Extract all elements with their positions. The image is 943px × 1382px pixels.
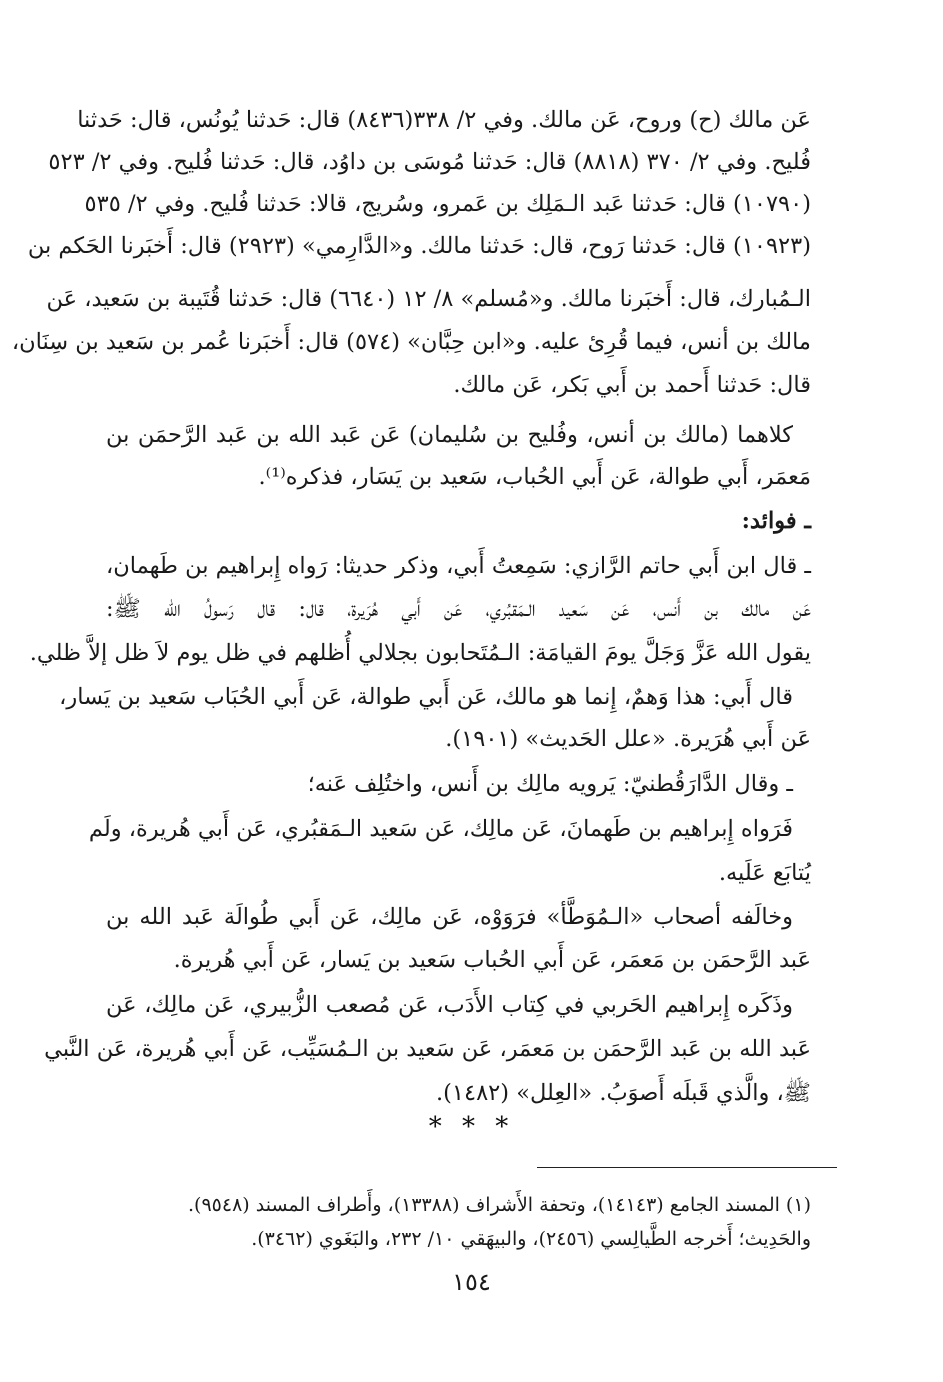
body-line: عَن مالك بن أَنس، عَن سَعيد الـمَقبُري، عَن أَبي هُرَيرة، قال: قال رَسولُ الله ﷺ: (106, 596, 811, 622)
body-line: مَعمَر، أَبي طوالة، عَن أَبي الحُباب، سَعيد بن يَسَار، فذكره⁽¹⁾. (258, 464, 811, 490)
body-line: يقول الله عَزَّ وَجَلَّ يومَ القيامَة: الـمُتَحابون بجلالي أُظلهم في ظل يوم لاَ ظل إلاَّ ظلي. (29, 640, 811, 666)
body-line: كلاهما (مالك بن أنس، وفُليح بن سُليمان) عَن عَبد الله بن عَبد الرَّحمَن بن (106, 422, 793, 448)
body-line: ﷺ، والَّذي قَبلَه أَصوَبُ. «العِلل» (١٤٨٢). (435, 1080, 811, 1106)
section-heading: ـ فوائد: (741, 508, 811, 534)
body-line: الـمُبارك، قال: أَخبَرنا مالك. و«مُسلم» ٨/ ١٢ (٦٦٤٠) قال: حَدثنا قُتَيبة بن سَعيد، عَن (46, 286, 811, 312)
body-line: وذَكَره إِبراهيم الحَربي في كِتاب الأَدَب، عَن مُصعب الزُّبيري، عَن مالِك، عَن (106, 992, 793, 1018)
body-line: مالك بن أنس، فيما قُرِئ عليه. و«ابن حِبَّان» (٥٧٤) قال: أَخبَرنا عُمر بن سَعيد بن سِنَان، (11, 329, 811, 355)
body-line: عَن أَبي هُرَيرة. «علل الحَديث» (١٩٠١). (445, 726, 811, 752)
body-line: (١٠٧٩٠) قال: حَدثنا عَبد الـمَلِك بن عَمرو، وسُريج، قالا: حَدثنا فُليح. وفي ٢/ ٥٣٥ (84, 191, 811, 217)
body-line: يُتابَع عَلَيه. (718, 860, 811, 886)
footnote-line: والحَدِيث؛ أَخرجه الطَّيالِسي (٢٤٥٦)، والبيهَقي ١٠/ ٢٣٢، والبَغَوي (٣٤٦٢). (251, 1228, 811, 1250)
section-separator: * * * (428, 1112, 515, 1142)
body-line: (١٠٩٢٣) قال: حَدثنا رَوح، قال: حَدثنا مالك. و«الدَّارِمي» (٢٩٢٣) قال: أَخبَرنا الحَكم بن (27, 233, 811, 259)
body-line: عَن مالك (ح) وروح، عَن مالك. وفي ٢/ ٣٣٨(٨٤٣٦) قال: حَدثنا يُونُس، قال: حَدثنا (77, 107, 811, 133)
body-line: عَبد الرَّحمَن بن مَعمَر، عَن أَبي الحُباب سَعيد بن يَسار، عَن أَبي هُريرة. (173, 947, 811, 973)
body-line: قال: حَدثنا أَحمد بن أَبي بَكر، عَن مالك. (453, 372, 811, 398)
footnote-divider (537, 1167, 837, 1168)
body-line: وخالَفه أصحاب «الـمُوَطَّأ» فرَوَوْه، عَن مالِك، عَن أَبي طُوالَة عَبد الله بن (106, 904, 793, 930)
body-line: قال أَبي: هذا وَهمٌ، إِنما هو مالك، عَن أَبي طوالة، عَن أَبي الحُبَاب سَعيد بن يَسار، (59, 684, 793, 710)
body-line: فَرَواه إِبراهيم بن طَهمانَ، عَن مالِك، عَن سَعيد الـمَقبُري، عَن أَبي هُريرة، ولَم (88, 816, 793, 842)
body-line: فُليح. وفي ٢/ ٣٧٠ (٨٨١٨) قال: حَدثنا مُوسَى بن داوُد، قال: حَدثنا فُليح. وفي ٢/ ٥٢٣ (48, 149, 811, 175)
body-line: ـ قال ابن أَبي حاتم الرَّازي: سَمِعتُ أَبي، وذكر حديثا: رَواه إِبراهيم بن طَهمان، (106, 553, 811, 579)
footnote-line: (١) المسند الجامع (١٤١٤٣)، وتحفة الأَشراف (١٣٣٨٨)، وأَطراف المسند (٩٥٤٨). (188, 1194, 811, 1216)
body-line: ـ وقال الدَّارَقُطنيّ: يَرويه مالِك بن أَنس، واختُلِف عَنه؛ (307, 771, 793, 797)
page-number: ١٥٤ (452, 1268, 491, 1296)
body-line: عَبد الله بن عَبد الرَّحمَن بن مَعمَر، عَن سَعيد بن الـمُسَيِّب، عَن أَبي هُريرة، عَن النَّبي (44, 1036, 811, 1062)
